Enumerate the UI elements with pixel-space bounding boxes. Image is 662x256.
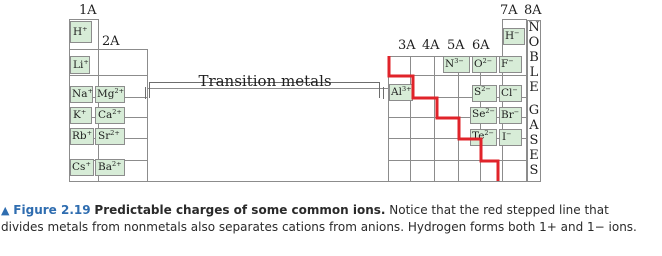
figure-caption-body: Notice that the red stepped line that divides metals from nonmetals also separates cations from anions. Hydrogen forms both 1+ and 1− ions.	[1, 203, 637, 234]
ion-o: $O^{2-}$	[474, 57, 493, 70]
ion-mg: $Mg^{2+}$	[97, 87, 125, 100]
group-label-3a: 3A	[398, 38, 416, 53]
ion-f: F−	[501, 57, 514, 70]
ion-s: $S^{2-}$	[474, 85, 491, 98]
noble-letter-8: S	[529, 133, 539, 148]
group-label-1a: 1A	[79, 3, 97, 18]
noble-letter-2: O	[528, 35, 540, 50]
noble-letter-4: L	[529, 65, 539, 80]
ion-ca: $Ca^{2+}$	[98, 108, 122, 121]
noble-letter-10: S	[529, 163, 539, 178]
caption-triangle-icon: ▲	[1, 204, 10, 217]
ion-sr: $Sr^{2+}$	[98, 129, 120, 142]
ion-h-minus: H−	[505, 29, 520, 42]
ion-na: Na+	[72, 87, 93, 100]
figure-title: Predictable charges of some common ions.	[94, 203, 386, 217]
ion-rb: Rb+	[72, 129, 93, 142]
group-label-4a: 4A	[422, 38, 440, 53]
group-label-8a: 8A	[524, 3, 542, 18]
figure-label: Figure 2.19	[13, 203, 91, 217]
group-label-5a: 5A	[447, 38, 465, 53]
group-label-7a: 7A	[500, 3, 518, 18]
noble-letter-6: G	[528, 103, 540, 118]
ion-i: I−	[502, 130, 512, 143]
ion-k: K+	[73, 108, 87, 121]
noble-letter-5: E	[529, 80, 539, 95]
ion-cl: Cl−	[501, 86, 518, 99]
noble-letter-9: E	[529, 148, 539, 163]
ion-br: Br−	[501, 108, 520, 121]
ion-li: Li+	[73, 58, 89, 71]
noble-letter-7: A	[529, 118, 539, 133]
ion-ba: $Ba^{2+}$	[98, 160, 122, 173]
group-label-6a: 6A	[472, 38, 490, 53]
transition-metals-label: Transition metals	[198, 72, 332, 90]
ion-se: $Se^{2-}$	[472, 107, 496, 120]
group-label-2a: 2A	[102, 34, 120, 49]
noble-letter-1: N	[528, 20, 540, 35]
noble-letter-3: B	[529, 50, 539, 65]
ion-te: $Te^{2-}$	[472, 129, 494, 142]
ion-n: $N^{3-}$	[445, 57, 464, 70]
ion-h-plus: H+	[73, 25, 88, 38]
ion-al: $Al^{3+}$	[391, 85, 412, 98]
ion-cs: Cs+	[72, 160, 91, 173]
figure-caption	[1, 202, 641, 236]
